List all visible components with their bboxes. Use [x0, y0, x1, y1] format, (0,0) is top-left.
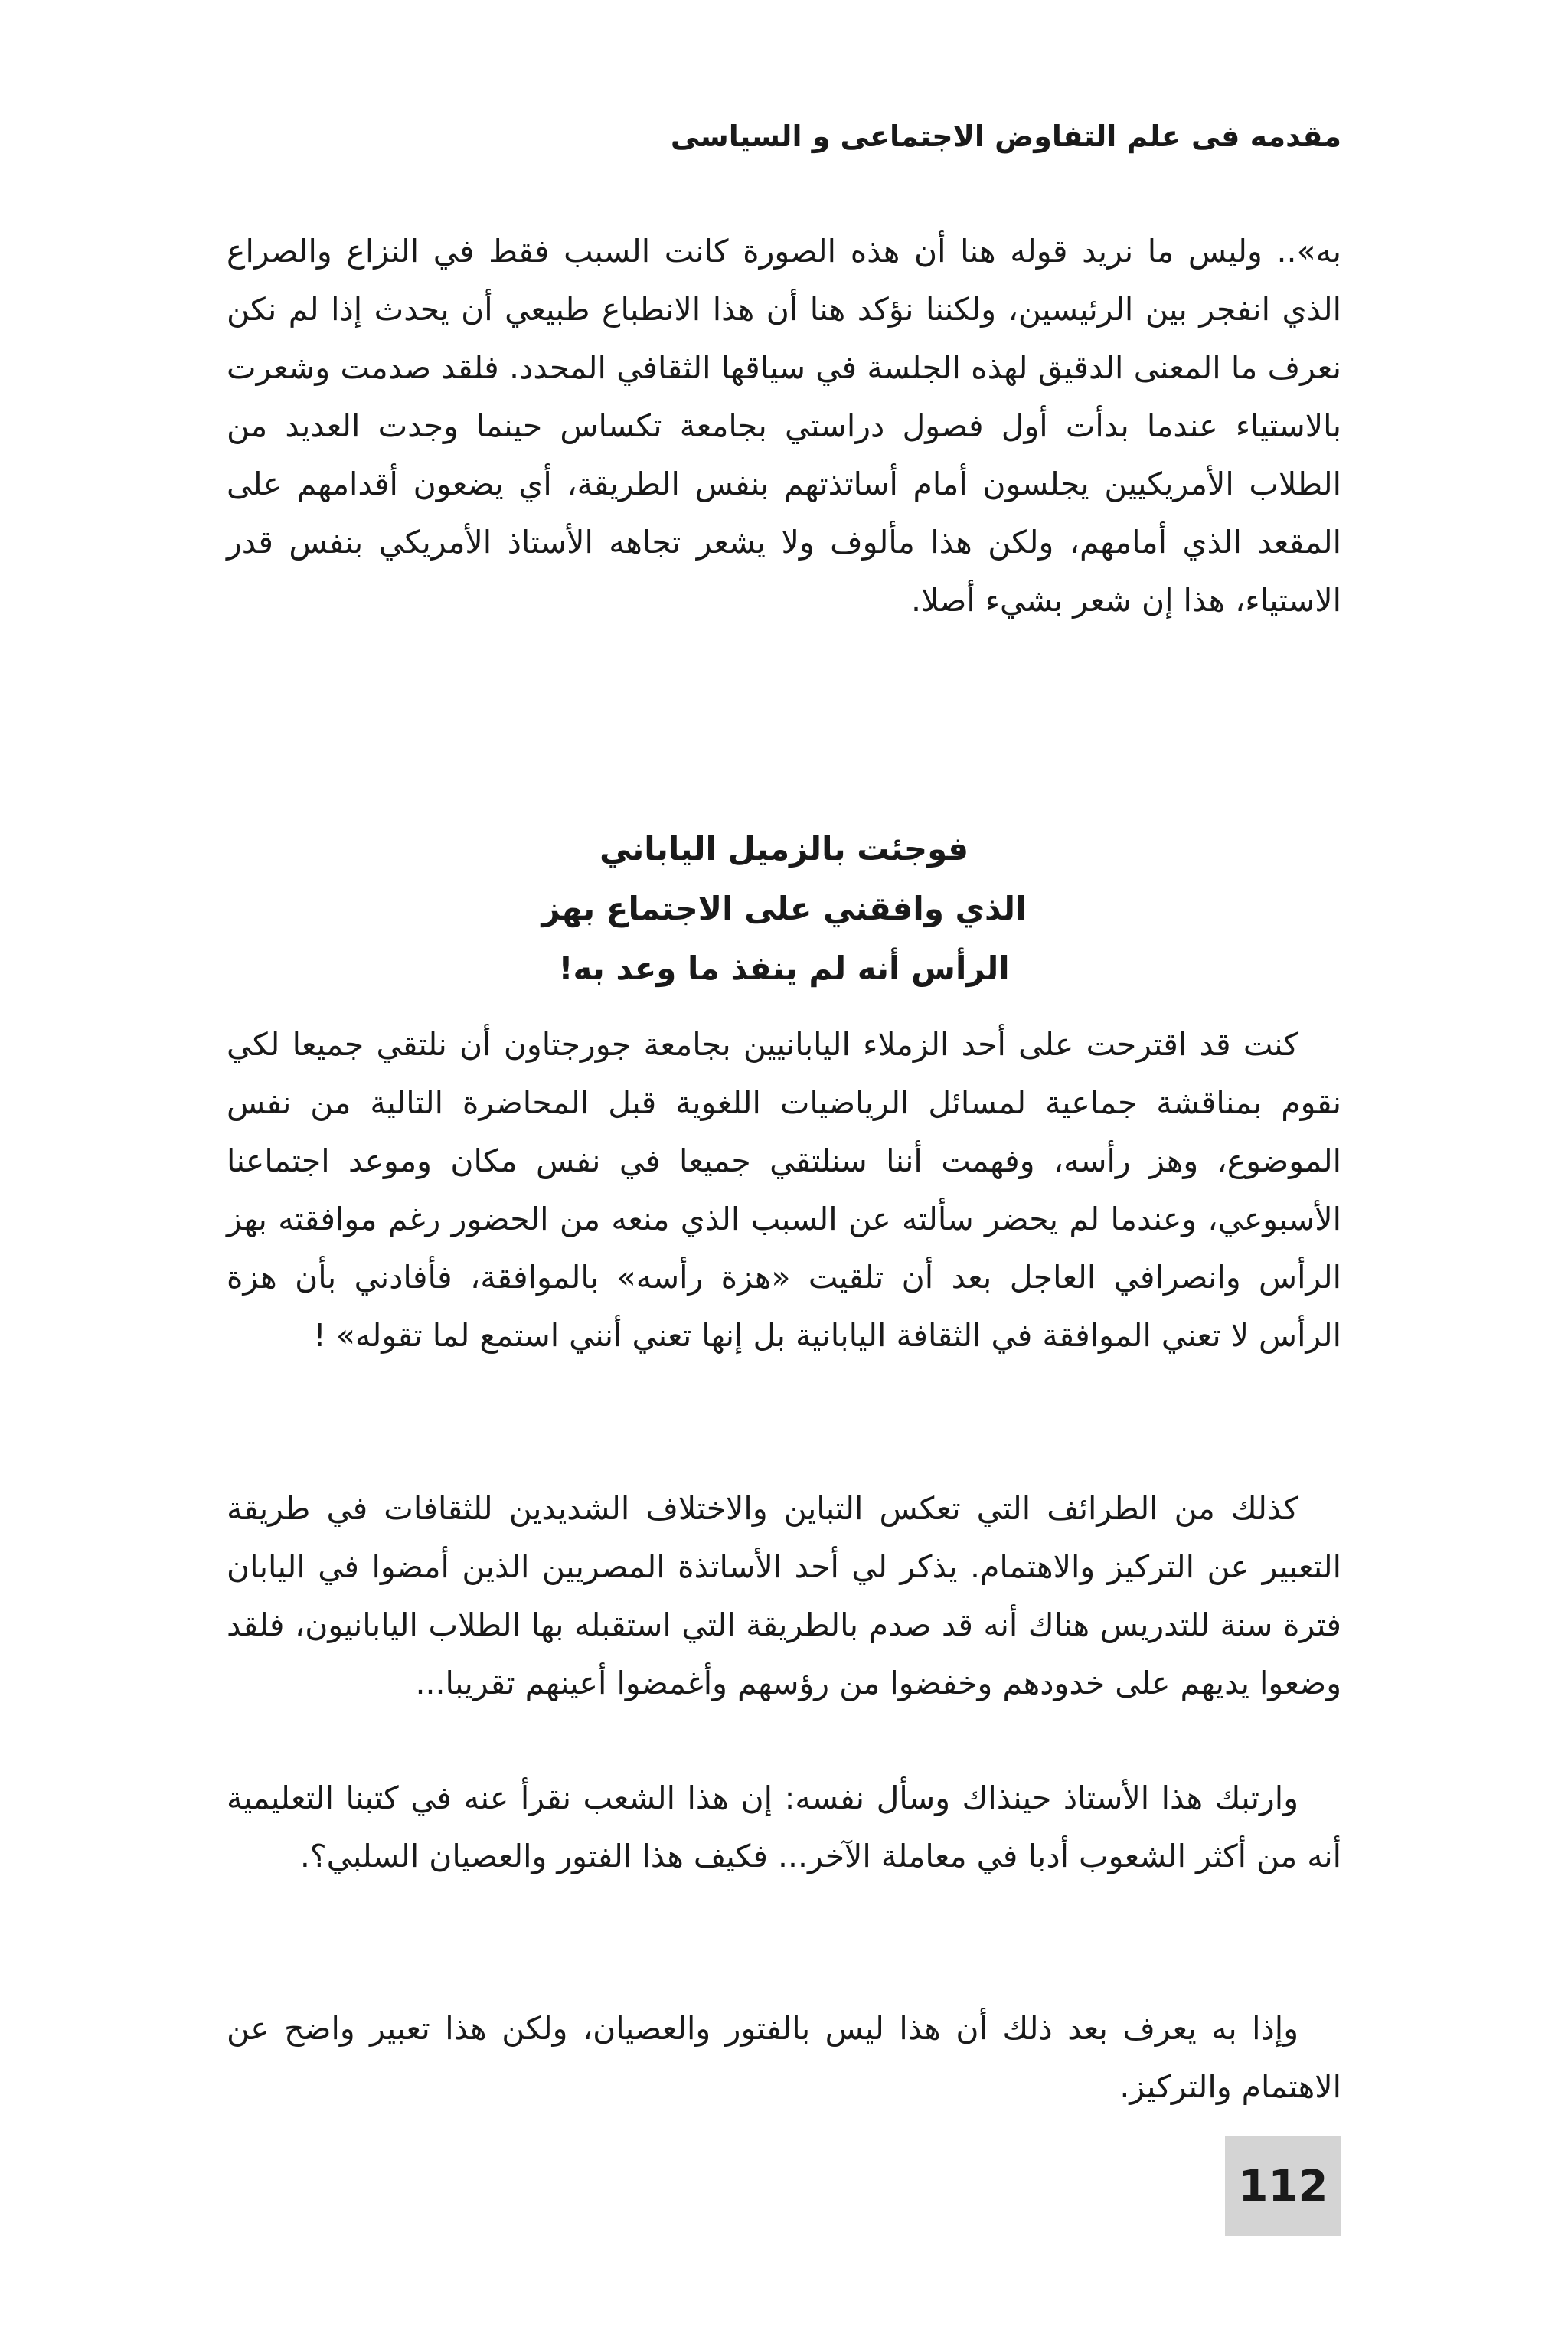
- paragraph-4: وارتبك هذا الأستاذ حينذاك وسأل نفسه: إن هذا الشعب نقرأ عنه في كتبنا التعليمية أنه من أكثر الشعوب أدبا في معاملة الآخر... فكيف هذا الفتور والعصيان السلبي؟.: [227, 1780, 1341, 1874]
- paragraph-5: وإذا به يعرف بعد ذلك أن هذا ليس بالفتور والعصيان، ولكن هذا تعبير واضح عن الاهتمام والتركيز.: [227, 2010, 1341, 2105]
- section-heading-line-3: الرأس أنه لم ينفذ ما وعد به!: [558, 949, 1010, 987]
- section-heading-line-2: الذي وافقني على الاجتماع بهز: [541, 890, 1027, 927]
- page-number: 112: [1225, 2136, 1341, 2236]
- section-heading: [227, 819, 1341, 999]
- paragraph-1: به».. وليس ما نريد قوله هنا أن هذه الصورة كانت السبب فقط في النزاع والصراع الذي انفجر بين الرئيسين، ولكننا نؤكد هنا أن هذا الانطباع طبيعي أن يحدث إذا لم نكن نعرف ما المعنى الدقيق لهذه الجلسة في سياقها الثقافي المحدد. فلقد صدمت وشعرت بالاستياء عندما بدأت أول فصول دراستي بجامعة تكساس حينما وجدت العديد من الطلاب الأمريكيين يجلسون أمام أساتذتهم بنفس الطريقة، أي يضعون أقدامهم على المقعد الذي أمامهم، ولكن هذا مألوف ولا يشعر تجاهه الأستاذ الأمريكي بنفس قدر الاستياء، هذا إن شعر بشيء أصلا.: [227, 233, 1341, 619]
- paragraph-2: كنت قد اقترحت على أحد الزملاء اليابانيين بجامعة جورجتاون أن نلتقي جميعا لكي نقوم بمناقشة جماعية لمسائل الرياضيات اللغوية قبل المحاضرة التالية من نفس الموضوع، وهز رأسه، وفهمت أننا سنلتقي جميعا في نفس مكان وموعد اجتماعنا الأسبوعي، وعندما لم يحضر سألته عن السبب الذي منعه من الحضور رغم موافقته بهز الرأس وانصرافي العاجل بعد أن تلقيت «هزة رأسه» بالموافقة، فأفادني بأن هزة الرأس لا تعني الموافقة في الثقافة اليابانية بل إنها تعني أنني استمع لما تقوله» !: [227, 1026, 1341, 1354]
- section-heading-line-1: فوجئت بالزميل الياباني: [599, 830, 969, 868]
- paragraph-3: كذلك من الطرائف التي تعكس التباين والاختلاف الشديدين للثقافات في طريقة التعبير عن التركيز والاهتمام. يذكر لي أحد الأساتذة المصريين الذين أمضوا في اليابان فترة سنة للتدريس هناك أنه قد صدم بالطريقة التي استقبله بها الطلاب اليابانيون، فلقد وضعوا يديهم على خدودهم وخفضوا من رؤسهم وأغمضوا أعينهم تقريبا...: [227, 1490, 1341, 1701]
- running-header: مقدمه فى علم التفاوض الاجتماعى و السياسى: [670, 119, 1341, 153]
